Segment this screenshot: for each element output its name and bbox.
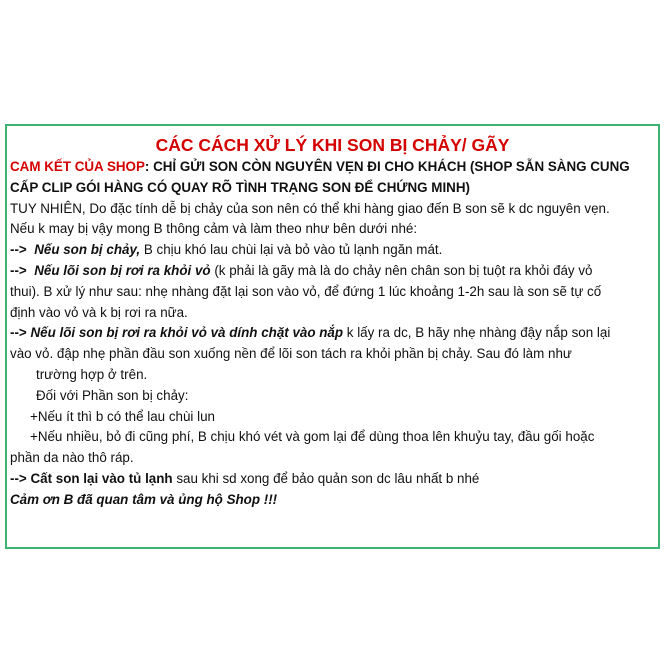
case2-arrow: -->: [10, 262, 27, 278]
intro-line-1: TUY NHIÊN, Do đặc tính dễ bị chảy của son nên có thể khi hàng giao đến B son sẽ k dc nguyên vẹn.: [10, 200, 610, 216]
commitment-text-1: : CHỈ GỬI SON CÒN NGUYÊN VẸN ĐI CHO KHÁCH (SHOP SẴN SÀNG CUNG: [144, 159, 630, 174]
case3-line-1: [10, 323, 652, 344]
storage-text: sau khi sd xong để bảo quản son dc lâu nhất b nhé: [172, 470, 480, 486]
storage-line: [10, 469, 652, 490]
case2-line-2: thui). B xử lý như sau: nhẹ nhàng đặt lại son vào vỏ, để đứng 1 lúc khoảng 1-2h sau là son sẽ tự cố: [10, 283, 602, 299]
melted-option-2-cont: phần da nào thô ráp.: [10, 450, 134, 466]
case2-line-3: định vào vỏ và k bị rơi ra nữa.: [10, 304, 188, 320]
thanks-line: Cảm ơn B đã quan tâm và ủng hộ Shop !!!: [10, 491, 278, 507]
case1-label: Nếu son bị chảy,: [34, 242, 141, 258]
case2-text-1: (k phải là gãy mà là do chảy nên chân son bị tuột ra khỏi đáy vỏ: [210, 262, 593, 278]
melted-option-1: +Nếu ít thì b có thể lau chùi lun: [30, 408, 215, 424]
notice-content: [10, 157, 652, 511]
commitment-label: CAM KẾT CỦA SHOP: [10, 159, 145, 174]
case3-line-2: vào vỏ. đập nhẹ phần đầu son xuống nền để lõi son tách ra khỏi phần bị chảy. Sau đó làm như: [10, 346, 572, 362]
case3-label: Nếu lõi son bị rơi ra khỏi vỏ và dính chặt vào nắp: [30, 325, 344, 341]
notice-box: [5, 124, 660, 549]
case3-line-3: trường hợp ở trên.: [36, 366, 148, 382]
commitment-line-1: [10, 157, 652, 178]
case3-arrow: -->: [10, 325, 27, 341]
intro-line-2: Nếu k may bị vậy mong B thông cảm và làm theo như bên dưới nhé:: [10, 221, 418, 237]
melted-heading: Đối với Phần son bị chảy:: [36, 387, 189, 403]
case2-line-1: [10, 261, 652, 282]
storage-label: Cất son lại vào tủ lạnh: [30, 470, 173, 486]
case2-label: Nếu lõi son bị rơi ra khỏi vỏ: [34, 262, 211, 278]
storage-arrow: -->: [10, 470, 27, 486]
case1-line: [10, 240, 652, 261]
case1-text: B chịu khó lau chùi lại và bỏ vào tủ lạnh ngăn mát.: [140, 242, 443, 258]
case3-text-1: k lấy ra dc, B hãy nhẹ nhàng đậy nắp son lại: [343, 325, 611, 341]
case1-arrow: -->: [10, 242, 27, 258]
melted-option-2: +Nếu nhiều, bỏ đi cũng phí, B chịu khó vét và gom lại để dùng thoa lên khuỷu tay, đầu gối hoặc: [30, 429, 595, 445]
notice-title: CÁC CÁCH XỬ LÝ KHI SON BỊ CHẢY/ GÃY: [155, 135, 510, 155]
commitment-line-2: CẤP CLIP GÓI HÀNG CÓ QUAY RÕ TÌNH TRẠNG SON ĐỂ CHỨNG MINH): [10, 179, 470, 195]
